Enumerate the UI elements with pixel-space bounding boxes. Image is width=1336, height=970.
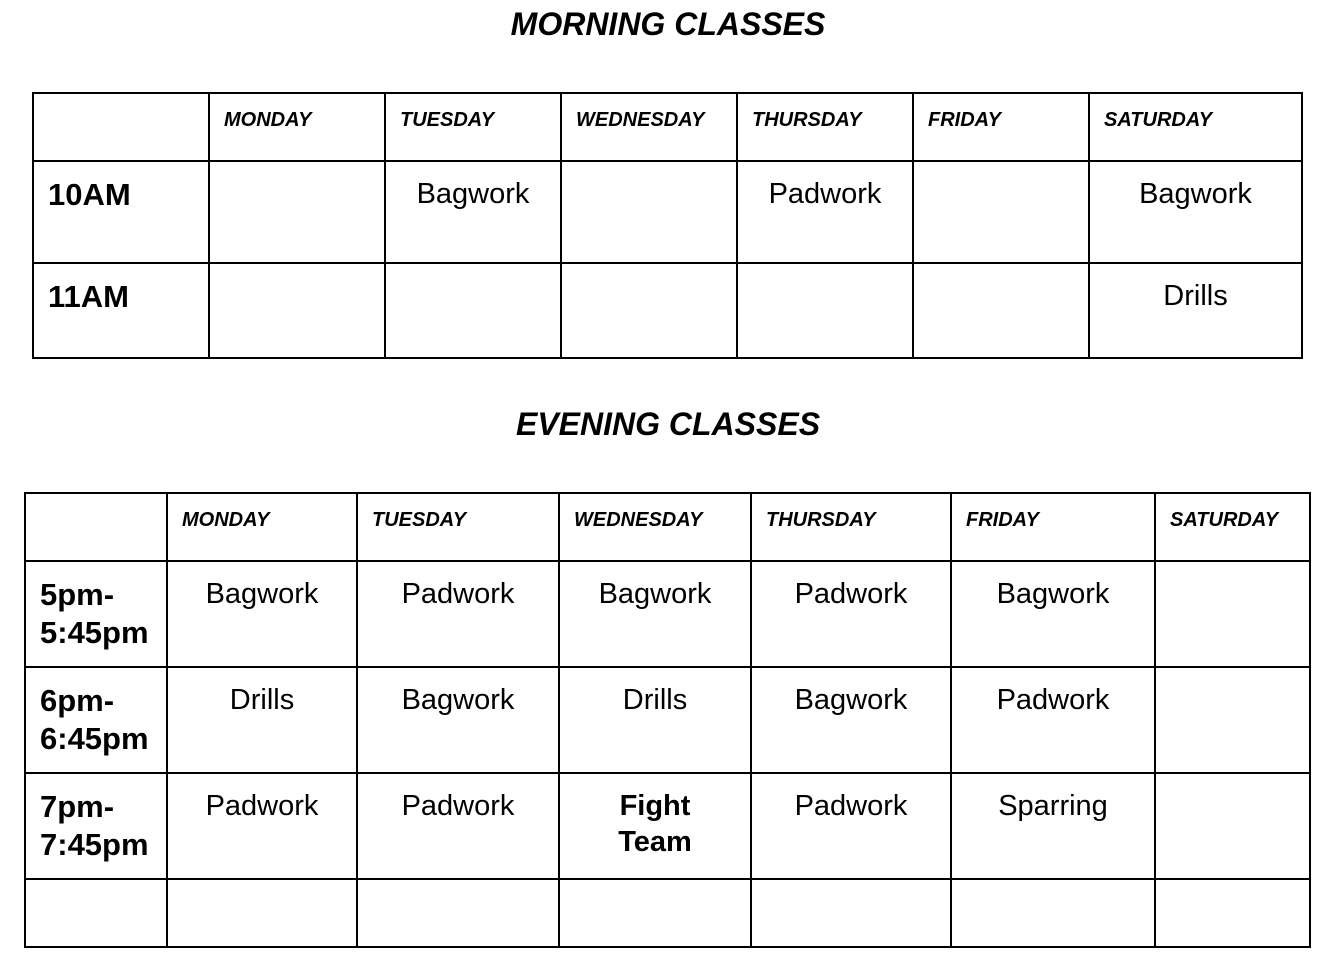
class-cell: Bagwork: [167, 561, 357, 667]
class-cell: Padwork: [751, 773, 951, 879]
table-row: [25, 879, 1310, 947]
day-header-saturday: SATURDAY: [1089, 93, 1302, 161]
class-cell: [913, 263, 1089, 358]
day-header-saturday: SATURDAY: [1155, 493, 1310, 561]
class-cell: Padwork: [737, 161, 913, 263]
morning-classes-title: MORNING CLASSES: [510, 6, 826, 42]
class-cell: Padwork: [357, 773, 559, 879]
table-row: [25, 667, 1310, 773]
class-cell: [751, 879, 951, 947]
day-header-thursday: THURSDAY: [751, 493, 951, 561]
class-cell: [561, 161, 737, 263]
time-slot-label: 5pm- 5:45pm: [25, 561, 167, 667]
evening-schedule-table: [24, 492, 1311, 948]
class-cell: [559, 879, 751, 947]
class-cell: [1155, 879, 1310, 947]
class-cell: [385, 263, 561, 358]
table-header-row: [33, 93, 1302, 161]
table-row: [25, 773, 1310, 879]
class-cell: Padwork: [951, 667, 1155, 773]
day-header-wednesday: WEDNESDAY: [561, 93, 737, 161]
class-cell: [209, 161, 385, 263]
class-cell: Padwork: [357, 561, 559, 667]
time-slot-label: 7pm- 7:45pm: [25, 773, 167, 879]
class-cell: Bagwork: [751, 667, 951, 773]
day-header-wednesday: WEDNESDAY: [559, 493, 751, 561]
corner-cell: [33, 93, 209, 161]
class-cell: Drills: [559, 667, 751, 773]
class-cell: Bagwork: [357, 667, 559, 773]
table-row: [25, 561, 1310, 667]
morning-schedule-table: [32, 92, 1303, 359]
class-cell: [167, 879, 357, 947]
class-cell: Drills: [1089, 263, 1302, 358]
class-cell: Sparring: [951, 773, 1155, 879]
day-header-monday: MONDAY: [167, 493, 357, 561]
time-slot-label: 6pm- 6:45pm: [25, 667, 167, 773]
time-slot-label: 11AM: [33, 263, 209, 358]
class-cell: Padwork: [751, 561, 951, 667]
class-cell: [737, 263, 913, 358]
class-cell: Bagwork: [1089, 161, 1302, 263]
class-cell: [209, 263, 385, 358]
class-cell: [913, 161, 1089, 263]
class-cell: [561, 263, 737, 358]
day-header-tuesday: TUESDAY: [385, 93, 561, 161]
class-cell: Bagwork: [559, 561, 751, 667]
time-slot-label: [25, 879, 167, 947]
day-header-thursday: THURSDAY: [737, 93, 913, 161]
class-cell: [1155, 773, 1310, 879]
corner-cell: [25, 493, 167, 561]
class-cell: [357, 879, 559, 947]
evening-classes-title: EVENING CLASSES: [515, 406, 821, 442]
table-row: [33, 161, 1302, 263]
table-header-row: [25, 493, 1310, 561]
class-cell: [1155, 667, 1310, 773]
day-header-tuesday: TUESDAY: [357, 493, 559, 561]
table-row: [33, 263, 1302, 358]
class-cell: Padwork: [167, 773, 357, 879]
day-header-friday: FRIDAY: [913, 93, 1089, 161]
day-header-friday: FRIDAY: [951, 493, 1155, 561]
class-cell: [1155, 561, 1310, 667]
class-cell: Bagwork: [951, 561, 1155, 667]
day-header-monday: MONDAY: [209, 93, 385, 161]
class-cell: Bagwork: [385, 161, 561, 263]
class-cell: [951, 879, 1155, 947]
class-cell-fight-team: Fight Team: [559, 773, 751, 879]
class-cell: Drills: [167, 667, 357, 773]
time-slot-label: 10AM: [33, 161, 209, 263]
